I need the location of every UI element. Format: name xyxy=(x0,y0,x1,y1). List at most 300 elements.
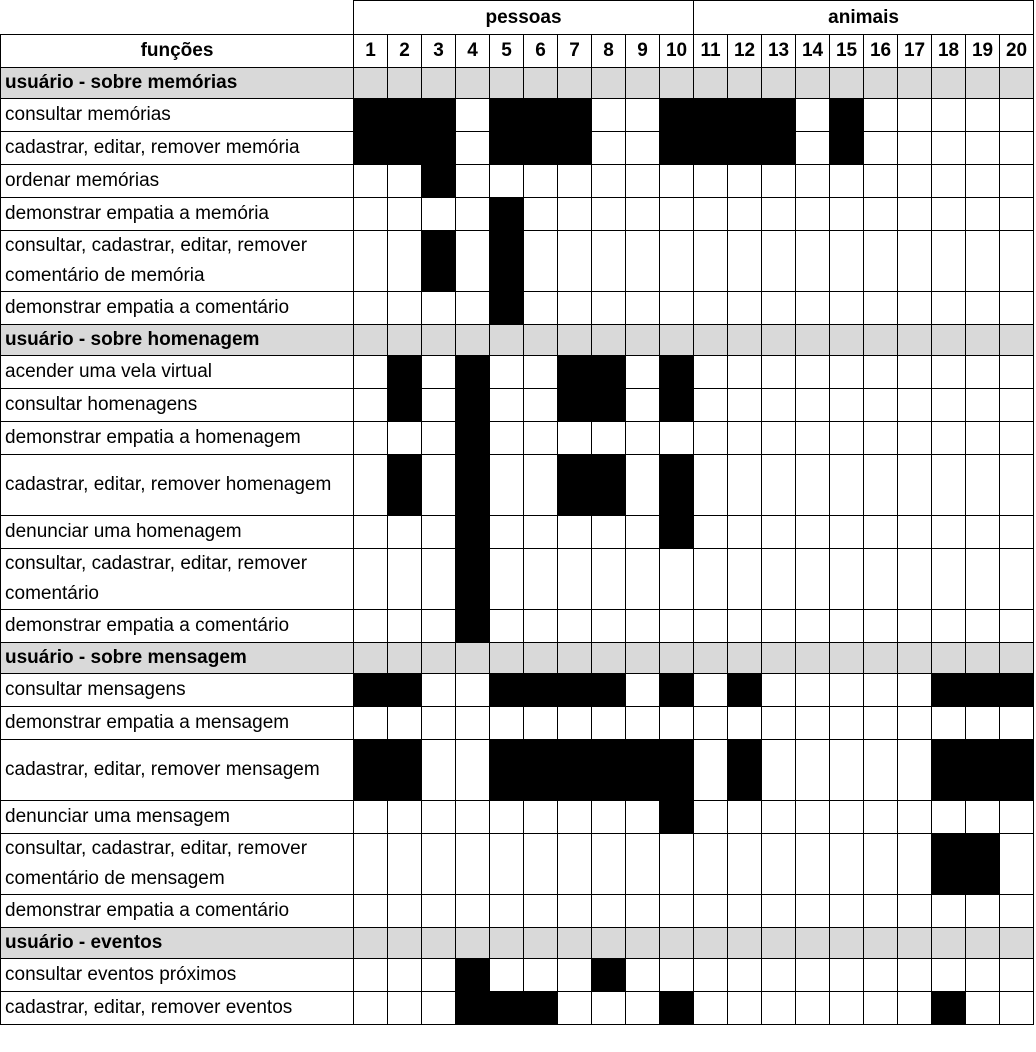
matrix-cell-empty xyxy=(864,674,898,707)
matrix-cell-filled xyxy=(456,549,490,610)
matrix-cell-empty xyxy=(864,992,898,1025)
matrix-cell-empty xyxy=(456,231,490,292)
matrix-cell-filled xyxy=(558,740,592,801)
matrix-cell-filled xyxy=(354,674,388,707)
matrix-cell-empty xyxy=(864,132,898,165)
matrix-cell-empty xyxy=(524,292,558,325)
matrix-cell-empty xyxy=(626,895,660,928)
matrix-cell-empty xyxy=(456,707,490,740)
matrix-cell-empty xyxy=(966,801,1000,834)
matrix-cell-empty xyxy=(864,99,898,132)
matrix-cell-filled xyxy=(558,674,592,707)
matrix-cell-empty xyxy=(388,165,422,198)
matrix-cell-filled xyxy=(1000,740,1034,801)
matrix-cell-filled xyxy=(490,99,524,132)
matrix-cell-empty xyxy=(422,292,456,325)
matrix-cell-empty xyxy=(694,740,728,801)
matrix-cell-filled xyxy=(490,132,524,165)
matrix-cell-filled xyxy=(388,99,422,132)
matrix-cell-filled xyxy=(660,516,694,549)
matrix-cell-empty xyxy=(660,165,694,198)
matrix-cell-empty xyxy=(354,292,388,325)
matrix-cell-empty xyxy=(1000,992,1034,1025)
matrix-cell-empty xyxy=(898,132,932,165)
matrix-cell-empty xyxy=(932,422,966,455)
matrix-cell-empty xyxy=(558,231,592,292)
matrix-cell-empty xyxy=(728,549,762,610)
section-filler-cell xyxy=(932,325,966,356)
matrix-cell-empty xyxy=(558,959,592,992)
matrix-cell-empty xyxy=(966,356,1000,389)
matrix-cell-filled xyxy=(1000,674,1034,707)
group-header-pessoas: pessoas xyxy=(354,1,694,35)
matrix-cell-empty xyxy=(456,674,490,707)
matrix-cell-empty xyxy=(898,549,932,610)
matrix-cell-empty xyxy=(422,740,456,801)
function-label: demonstrar empatia a homenagem xyxy=(1,422,354,455)
section-filler-cell xyxy=(388,68,422,99)
section-filler-cell xyxy=(762,325,796,356)
matrix-cell-empty xyxy=(592,198,626,231)
matrix-cell-empty xyxy=(422,549,456,610)
matrix-cell-empty xyxy=(898,165,932,198)
matrix-cell-empty xyxy=(728,992,762,1025)
function-row xyxy=(1,516,1034,549)
matrix-cell-empty xyxy=(966,707,1000,740)
matrix-cell-filled xyxy=(422,132,456,165)
matrix-cell-empty xyxy=(864,356,898,389)
matrix-cell-empty xyxy=(898,707,932,740)
matrix-cell-filled xyxy=(728,132,762,165)
matrix-cell-empty xyxy=(1000,422,1034,455)
column-number-15: 15 xyxy=(830,35,864,68)
matrix-cell-empty xyxy=(456,895,490,928)
matrix-cell-empty xyxy=(864,422,898,455)
matrix-cell-empty xyxy=(864,292,898,325)
section-filler-cell xyxy=(490,643,524,674)
matrix-cell-empty xyxy=(490,389,524,422)
matrix-cell-filled xyxy=(490,292,524,325)
function-label: demonstrar empatia a memória xyxy=(1,198,354,231)
matrix-cell-filled xyxy=(354,740,388,801)
function-label: cadastrar, editar, remover memória xyxy=(1,132,354,165)
matrix-cell-empty xyxy=(898,292,932,325)
matrix-cell-empty xyxy=(626,356,660,389)
matrix-cell-filled xyxy=(388,674,422,707)
section-filler-cell xyxy=(898,325,932,356)
matrix-cell-empty xyxy=(626,165,660,198)
matrix-cell-empty xyxy=(796,959,830,992)
matrix-cell-empty xyxy=(1000,99,1034,132)
matrix-cell-filled xyxy=(966,740,1000,801)
section-filler-cell xyxy=(558,325,592,356)
section-filler-cell xyxy=(830,68,864,99)
section-filler-cell xyxy=(728,68,762,99)
matrix-cell-empty xyxy=(490,801,524,834)
matrix-cell-empty xyxy=(864,895,898,928)
column-number-4: 4 xyxy=(456,35,490,68)
function-row xyxy=(1,707,1034,740)
function-row xyxy=(1,992,1034,1025)
function-label: consultar, cadastrar, editar, remover comentário de memória xyxy=(1,231,354,292)
matrix-cell-empty xyxy=(524,707,558,740)
matrix-cell-empty xyxy=(354,165,388,198)
matrix-cell-empty xyxy=(898,992,932,1025)
section-filler-cell xyxy=(626,928,660,959)
matrix-cell-empty xyxy=(388,834,422,895)
section-filler-cell xyxy=(354,643,388,674)
matrix-cell-empty xyxy=(796,356,830,389)
matrix-cell-empty xyxy=(796,740,830,801)
section-filler-cell xyxy=(422,928,456,959)
matrix-cell-empty xyxy=(898,389,932,422)
section-filler-cell xyxy=(524,68,558,99)
section-filler-cell xyxy=(354,68,388,99)
function-label: consultar mensagens xyxy=(1,674,354,707)
matrix-cell-empty xyxy=(728,959,762,992)
matrix-cell-empty xyxy=(932,455,966,516)
matrix-cell-empty xyxy=(796,231,830,292)
section-header-row xyxy=(1,325,1034,356)
matrix-cell-filled xyxy=(728,674,762,707)
matrix-cell-empty xyxy=(660,610,694,643)
matrix-cell-filled xyxy=(456,356,490,389)
matrix-cell-empty xyxy=(864,549,898,610)
section-filler-cell xyxy=(456,325,490,356)
matrix-cell-empty xyxy=(422,801,456,834)
matrix-cell-empty xyxy=(830,834,864,895)
section-filler-cell xyxy=(762,643,796,674)
group-header-animais: animais xyxy=(694,1,1034,35)
matrix-cell-empty xyxy=(762,292,796,325)
section-filler-cell xyxy=(388,643,422,674)
matrix-cell-filled xyxy=(830,132,864,165)
section-filler-cell xyxy=(694,643,728,674)
matrix-cell-empty xyxy=(830,610,864,643)
matrix-cell-empty xyxy=(524,165,558,198)
matrix-cell-empty xyxy=(898,610,932,643)
matrix-cell-empty xyxy=(728,389,762,422)
section-header-row xyxy=(1,643,1034,674)
matrix-cell-empty xyxy=(728,834,762,895)
matrix-cell-empty xyxy=(932,198,966,231)
matrix-cell-empty xyxy=(694,516,728,549)
matrix-cell-empty xyxy=(354,231,388,292)
matrix-cell-empty xyxy=(932,356,966,389)
section-filler-cell xyxy=(728,928,762,959)
section-filler-cell xyxy=(762,928,796,959)
matrix-cell-empty xyxy=(932,132,966,165)
matrix-cell-empty xyxy=(490,516,524,549)
matrix-cell-empty xyxy=(864,834,898,895)
matrix-cell-filled xyxy=(456,422,490,455)
matrix-cell-empty xyxy=(456,198,490,231)
function-row xyxy=(1,834,1034,895)
matrix-cell-empty xyxy=(796,99,830,132)
matrix-cell-empty xyxy=(490,610,524,643)
matrix-cell-filled xyxy=(660,99,694,132)
matrix-cell-filled xyxy=(660,992,694,1025)
section-filler-cell xyxy=(422,325,456,356)
matrix-cell-empty xyxy=(932,389,966,422)
matrix-cell-empty xyxy=(830,455,864,516)
function-label: consultar, cadastrar, editar, remover comentário de mensagem xyxy=(1,834,354,895)
matrix-cell-filled xyxy=(592,959,626,992)
section-filler-cell xyxy=(456,928,490,959)
matrix-cell-empty xyxy=(626,389,660,422)
matrix-cell-empty xyxy=(932,959,966,992)
function-row xyxy=(1,231,1034,292)
matrix-cell-empty xyxy=(694,707,728,740)
function-row xyxy=(1,99,1034,132)
matrix-cell-filled xyxy=(558,389,592,422)
matrix-cell-empty xyxy=(558,610,592,643)
matrix-cell-empty xyxy=(490,895,524,928)
matrix-cell-filled xyxy=(490,740,524,801)
matrix-cell-empty xyxy=(626,99,660,132)
section-filler-cell xyxy=(490,325,524,356)
column-number-18: 18 xyxy=(932,35,966,68)
matrix-cell-filled xyxy=(660,356,694,389)
matrix-cell-empty xyxy=(626,674,660,707)
section-filler-cell xyxy=(660,325,694,356)
matrix-cell-filled xyxy=(456,389,490,422)
matrix-cell-empty xyxy=(388,516,422,549)
matrix-cell-empty xyxy=(592,801,626,834)
matrix-cell-empty xyxy=(354,610,388,643)
matrix-cell-empty xyxy=(558,549,592,610)
matrix-cell-empty xyxy=(932,895,966,928)
matrix-cell-empty xyxy=(422,834,456,895)
matrix-cell-empty xyxy=(524,356,558,389)
matrix-cell-empty xyxy=(830,674,864,707)
matrix-cell-empty xyxy=(422,422,456,455)
matrix-cell-empty xyxy=(1000,801,1034,834)
matrix-cell-empty xyxy=(354,801,388,834)
function-row xyxy=(1,455,1034,516)
matrix-cell-empty xyxy=(1000,165,1034,198)
matrix-cell-empty xyxy=(762,959,796,992)
matrix-cell-empty xyxy=(796,516,830,549)
matrix-cell-filled xyxy=(592,356,626,389)
matrix-cell-empty xyxy=(728,610,762,643)
function-label: cadastrar, editar, remover eventos xyxy=(1,992,354,1025)
section-filler-cell xyxy=(660,68,694,99)
matrix-cell-empty xyxy=(830,895,864,928)
matrix-cell-empty xyxy=(728,292,762,325)
matrix-cell-empty xyxy=(932,99,966,132)
section-header-row xyxy=(1,68,1034,99)
matrix-cell-empty xyxy=(762,231,796,292)
matrix-cell-empty xyxy=(966,610,1000,643)
matrix-cell-empty xyxy=(524,895,558,928)
matrix-cell-empty xyxy=(830,801,864,834)
matrix-cell-empty xyxy=(422,895,456,928)
matrix-cell-filled xyxy=(762,99,796,132)
section-filler-cell xyxy=(830,928,864,959)
matrix-cell-empty xyxy=(762,198,796,231)
section-filler-cell xyxy=(728,325,762,356)
section-filler-cell xyxy=(796,928,830,959)
matrix-cell-empty xyxy=(524,455,558,516)
matrix-cell-empty xyxy=(422,356,456,389)
matrix-cell-empty xyxy=(898,740,932,801)
matrix-cell-empty xyxy=(558,992,592,1025)
matrix-cell-empty xyxy=(864,389,898,422)
matrix-cell-empty xyxy=(592,610,626,643)
matrix-cell-filled xyxy=(354,99,388,132)
matrix-cell-empty xyxy=(864,610,898,643)
matrix-cell-empty xyxy=(932,516,966,549)
matrix-cell-empty xyxy=(830,356,864,389)
matrix-cell-empty xyxy=(694,801,728,834)
matrix-cell-empty xyxy=(456,740,490,801)
matrix-cell-empty xyxy=(898,422,932,455)
matrix-cell-empty xyxy=(524,610,558,643)
section-filler-cell xyxy=(796,643,830,674)
matrix-cell-filled xyxy=(558,99,592,132)
matrix-cell-empty xyxy=(796,292,830,325)
matrix-cell-empty xyxy=(1000,516,1034,549)
section-filler-cell xyxy=(830,325,864,356)
matrix-cell-empty xyxy=(830,389,864,422)
matrix-cell-empty xyxy=(1000,834,1034,895)
section-filler-cell xyxy=(694,928,728,959)
matrix-cell-empty xyxy=(660,959,694,992)
matrix-cell-filled xyxy=(490,674,524,707)
section-header-row xyxy=(1,928,1034,959)
function-row xyxy=(1,674,1034,707)
matrix-cell-empty xyxy=(558,801,592,834)
section-filler-cell xyxy=(660,643,694,674)
section-filler-cell xyxy=(694,325,728,356)
matrix-cell-empty xyxy=(762,455,796,516)
matrix-cell-empty xyxy=(694,959,728,992)
matrix-cell-empty xyxy=(762,674,796,707)
matrix-cell-empty xyxy=(490,549,524,610)
section-filler-cell xyxy=(456,643,490,674)
section-title: usuário - sobre memórias xyxy=(1,68,354,99)
matrix-cell-empty xyxy=(490,455,524,516)
section-filler-cell xyxy=(524,928,558,959)
matrix-cell-filled xyxy=(932,674,966,707)
matrix-cell-filled xyxy=(694,132,728,165)
section-filler-cell xyxy=(354,928,388,959)
matrix-cell-filled xyxy=(592,740,626,801)
section-filler-cell xyxy=(966,928,1000,959)
matrix-cell-empty xyxy=(456,801,490,834)
matrix-cell-empty xyxy=(388,707,422,740)
matrix-cell-empty xyxy=(864,231,898,292)
matrix-cell-empty xyxy=(966,292,1000,325)
matrix-cell-filled xyxy=(932,992,966,1025)
matrix-cell-empty xyxy=(762,422,796,455)
column-number-14: 14 xyxy=(796,35,830,68)
matrix-cell-empty xyxy=(388,422,422,455)
function-row xyxy=(1,356,1034,389)
matrix-cell-empty xyxy=(592,707,626,740)
matrix-cell-empty xyxy=(694,389,728,422)
matrix-cell-empty xyxy=(966,455,1000,516)
functions-column-header: funções xyxy=(1,35,354,68)
matrix-cell-filled xyxy=(456,516,490,549)
matrix-cell-empty xyxy=(796,455,830,516)
matrix-cell-empty xyxy=(592,516,626,549)
matrix-cell-empty xyxy=(966,389,1000,422)
matrix-cell-filled xyxy=(660,740,694,801)
matrix-cell-empty xyxy=(898,801,932,834)
matrix-cell-empty xyxy=(694,198,728,231)
section-filler-cell xyxy=(966,68,1000,99)
matrix-cell-empty xyxy=(830,740,864,801)
matrix-cell-empty xyxy=(490,834,524,895)
section-filler-cell xyxy=(864,325,898,356)
section-filler-cell xyxy=(388,325,422,356)
matrix-cell-empty xyxy=(388,549,422,610)
matrix-cell-empty xyxy=(1000,198,1034,231)
corner-blank xyxy=(1,1,354,35)
matrix-cell-empty xyxy=(830,707,864,740)
matrix-cell-empty xyxy=(660,707,694,740)
matrix-cell-filled xyxy=(660,801,694,834)
function-label: cadastrar, editar, remover homenagem xyxy=(1,455,354,516)
matrix-cell-empty xyxy=(388,992,422,1025)
matrix-cell-empty xyxy=(558,422,592,455)
matrix-cell-empty xyxy=(762,992,796,1025)
function-row xyxy=(1,132,1034,165)
column-number-10: 10 xyxy=(660,35,694,68)
matrix-cell-empty xyxy=(1000,231,1034,292)
function-label: consultar, cadastrar, editar, remover comentário xyxy=(1,549,354,610)
matrix-cell-filled xyxy=(592,674,626,707)
matrix-cell-empty xyxy=(898,99,932,132)
matrix-cell-empty xyxy=(932,165,966,198)
section-filler-cell xyxy=(558,68,592,99)
function-row xyxy=(1,198,1034,231)
matrix-cell-empty xyxy=(354,198,388,231)
matrix-cell-filled xyxy=(456,959,490,992)
section-filler-cell xyxy=(830,643,864,674)
matrix-cell-empty xyxy=(558,707,592,740)
matrix-cell-empty xyxy=(728,455,762,516)
matrix-cell-empty xyxy=(592,834,626,895)
function-row xyxy=(1,422,1034,455)
matrix-cell-filled xyxy=(660,455,694,516)
matrix-cell-empty xyxy=(456,132,490,165)
matrix-cell-empty xyxy=(966,549,1000,610)
matrix-cell-empty xyxy=(762,516,796,549)
matrix-cell-empty xyxy=(966,198,1000,231)
section-filler-cell xyxy=(490,68,524,99)
column-number-17: 17 xyxy=(898,35,932,68)
matrix-cell-filled xyxy=(422,231,456,292)
section-filler-cell xyxy=(932,643,966,674)
matrix-cell-empty xyxy=(694,165,728,198)
matrix-cell-empty xyxy=(694,674,728,707)
column-number-16: 16 xyxy=(864,35,898,68)
matrix-cell-empty xyxy=(728,801,762,834)
function-label: acender uma vela virtual xyxy=(1,356,354,389)
matrix-cell-empty xyxy=(830,959,864,992)
section-title: usuário - sobre homenagem xyxy=(1,325,354,356)
matrix-cell-empty xyxy=(1000,292,1034,325)
matrix-cell-filled xyxy=(830,99,864,132)
column-number-6: 6 xyxy=(524,35,558,68)
matrix-cell-empty xyxy=(490,707,524,740)
column-number-13: 13 xyxy=(762,35,796,68)
section-filler-cell xyxy=(626,643,660,674)
matrix-cell-empty xyxy=(626,132,660,165)
